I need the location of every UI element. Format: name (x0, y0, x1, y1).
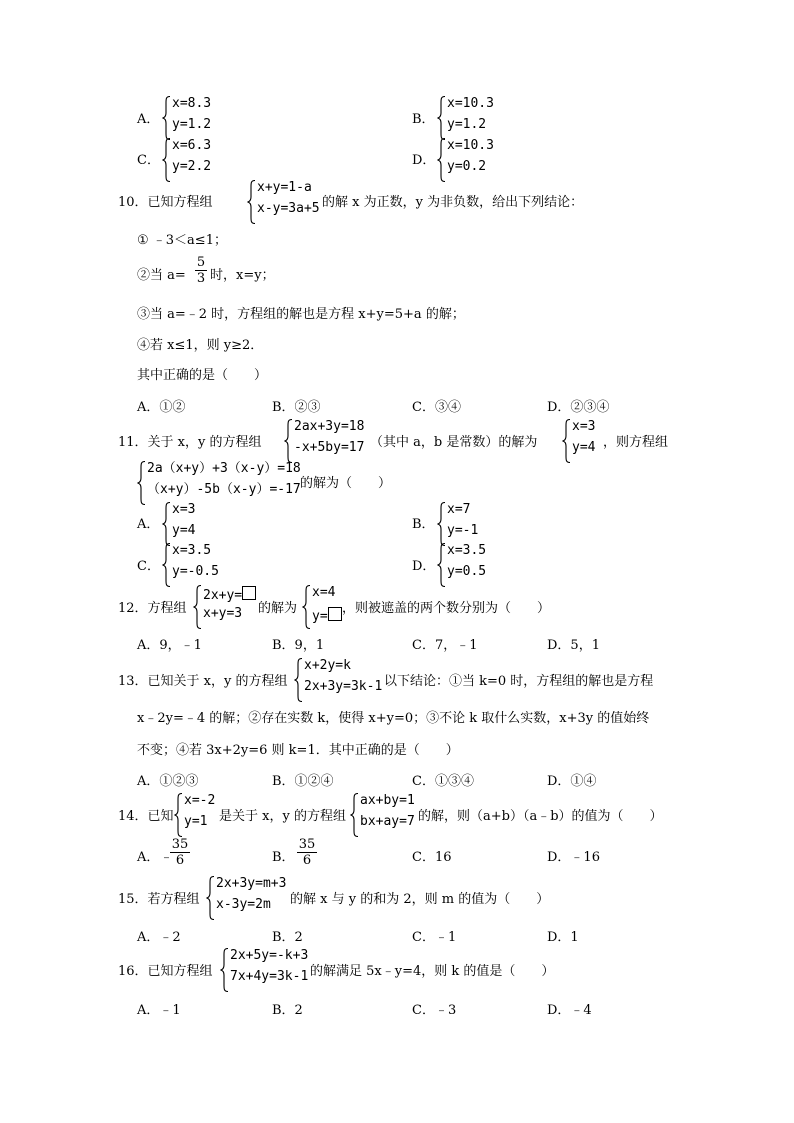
equation-system (437, 502, 497, 546)
option-label: D． (412, 559, 436, 574)
brace-icon (206, 876, 215, 920)
question-stem: 13．已知关于 x，y 的方程组 (118, 674, 288, 689)
brace-icon (350, 793, 359, 837)
equation-system (162, 138, 232, 182)
option-label: B． (412, 517, 435, 532)
equation-system (302, 585, 347, 629)
question-stem: ，则被遮盖的两个数分别为（ ） (342, 601, 551, 616)
question-stem: 的解满足 5x﹣y=4，则 k 的值是（ ） (310, 964, 555, 979)
equation-line: y=-0.5 (172, 564, 219, 579)
equation-line: x=10.3 (447, 138, 494, 153)
brace-icon (193, 585, 202, 629)
equation-line: x=6.3 (172, 138, 212, 153)
brace-icon (437, 502, 446, 546)
equation-system (162, 96, 232, 140)
fraction (297, 837, 317, 868)
option-c: C．﹣1 (412, 930, 457, 945)
option-d: D．﹣16 (547, 850, 600, 865)
equation-system (437, 96, 507, 140)
option-b: B．2 (272, 930, 303, 945)
equation-line: ax+by=1 (360, 793, 415, 808)
option-label: B． (272, 850, 295, 865)
option-c: C．①③④ (412, 774, 474, 789)
question-stem: （其中 a，b 是常数）的解为 (370, 435, 538, 450)
equation-line: y=4 (172, 523, 196, 538)
equation-system (284, 419, 369, 463)
brace-icon (284, 419, 293, 463)
option-a: A．9，﹣1 (137, 638, 202, 653)
option-label: A． (137, 517, 160, 532)
equation-line: x+2y=k (304, 658, 351, 673)
option-c: C．③④ (412, 400, 461, 415)
brace-icon (220, 948, 229, 992)
equation-system (220, 948, 312, 992)
option-d: D．1 (547, 930, 579, 945)
equation-line: x+y=1-a (257, 180, 312, 195)
equation-line: x=4 (312, 585, 336, 600)
equation-line: bx+ay=7 (360, 814, 415, 829)
brace-icon (162, 543, 171, 587)
option-d: D．﹣4 (547, 1003, 592, 1018)
numerator: 5 (196, 255, 206, 270)
covered-box-icon (328, 607, 342, 621)
equation-line: （x+y）-5b（x-y）=-17 (147, 482, 301, 497)
equation-line: 2a（x+y）+3（x-y）=18 (147, 461, 301, 476)
statement-1: ① ﹣3＜a≤1； (137, 233, 227, 248)
numerator: 35 (171, 837, 189, 852)
equation-line: y=1.2 (172, 117, 212, 132)
brace-icon (562, 419, 571, 463)
brace-icon (162, 502, 171, 546)
question-stem: 是关于 x，y 的方程组 (219, 809, 346, 824)
equation-line: y=2.2 (172, 159, 212, 174)
equation-line: x=8.3 (172, 96, 212, 111)
equation-line: x=3.5 (447, 543, 487, 558)
option-b: B．②③ (272, 400, 321, 415)
question-stem: 14．已知 (118, 809, 174, 824)
option-c: C．16 (412, 850, 452, 865)
equation-system (137, 461, 302, 505)
equation-line: -x+5by=17 (294, 440, 365, 455)
brace-icon (162, 138, 171, 182)
option-label: A． (137, 850, 160, 865)
equation-line: x=10.3 (447, 96, 494, 111)
equation-system (247, 180, 320, 224)
equation-line: x=3.5 (172, 543, 212, 558)
fraction (170, 837, 190, 868)
equation-line: y=0.5 (447, 564, 487, 579)
equation-line: y=1.2 (447, 117, 487, 132)
equation-system (206, 876, 291, 920)
sign: ﹣ (160, 850, 174, 865)
question-stem: 16．已知方程组 (118, 964, 213, 979)
option-a: A．﹣2 (137, 930, 181, 945)
question-stem: 的解 x 与 y 的和为 2，则 m 的值为（ ） (290, 892, 550, 907)
option-label: B． (412, 112, 435, 127)
equation-system (437, 543, 507, 587)
option-label: C． (137, 559, 160, 574)
brace-icon (437, 543, 446, 587)
question-stem: 的解，则（a+b）（a﹣b）的值为（ ） (418, 809, 663, 824)
option-b: B．①②④ (272, 774, 334, 789)
denominator: 3 (196, 271, 206, 286)
option-d: D．5，1 (547, 638, 600, 653)
equation-line: y=1 (184, 814, 208, 829)
equation-line: 2ax+3y=18 (294, 419, 365, 434)
question-stem: 11．关于 x，y 的方程组 (118, 435, 262, 450)
option-a: A．﹣1 (137, 1003, 181, 1018)
option-b: B．2 (272, 1003, 303, 1018)
question-ask: 的解为（ ） (300, 476, 392, 491)
brace-icon (137, 461, 146, 505)
equation-line: x-3y=2m (216, 897, 271, 912)
numerator: 35 (298, 837, 316, 852)
denominator: 6 (175, 853, 185, 868)
question-stem: 15．若方程组 (118, 892, 200, 907)
covered-box-icon (242, 586, 256, 600)
question-stem: 12．方程组 (118, 601, 187, 616)
question-stem: 的解为 (258, 601, 298, 616)
brace-icon (437, 138, 446, 182)
brace-icon (247, 180, 256, 224)
equation-system (294, 658, 386, 702)
option-d: D．②③④ (547, 400, 610, 415)
option-label: A． (137, 112, 160, 127)
equation-line: x-y=3a+5 (257, 201, 320, 216)
option-d: D．①④ (547, 774, 597, 789)
equation-system (350, 793, 422, 837)
option-label: C． (137, 153, 160, 168)
equation-line: x=-2 (184, 793, 216, 808)
option-c: C．7，﹣1 (412, 638, 478, 653)
equation-system (193, 585, 258, 629)
statement-3: ③当 a=﹣2 时，方程组的解也是方程 x+y=5+a 的解； (137, 307, 465, 322)
brace-icon (162, 96, 171, 140)
option-a: A．①②③ (137, 774, 199, 789)
equation-line: 2x+5y=-k+3 (230, 948, 309, 963)
question-stem: 不变；④若 3x+2y=6 则 k=1．其中正确的是（ ） (137, 743, 459, 758)
question-stem: x﹣2y=﹣4 的解；②存在实数 k，使得 x+y=0；③不论 k 取什么实数，x+3y 的值始终 (137, 711, 650, 726)
question-stem: 10．已知方程组 (118, 195, 213, 210)
option-a: A．①② (137, 400, 186, 415)
question-stem: ，则方程组 (603, 435, 669, 450)
brace-icon (302, 585, 311, 629)
equation-system (437, 138, 507, 182)
equation-line: 2x+y= (203, 588, 243, 603)
equation-line: y= (312, 609, 328, 624)
equation-line: y=-1 (447, 523, 479, 538)
question-ask: 其中正确的是（ ） (137, 368, 268, 383)
option-c: C．﹣3 (412, 1003, 457, 1018)
statement-text: ②当 a= (137, 268, 186, 283)
brace-icon (437, 96, 446, 140)
fraction (195, 255, 207, 286)
option-b: B．9，1 (272, 638, 325, 653)
equation-system (174, 793, 224, 837)
brace-icon (174, 793, 183, 837)
equation-line: y=0.2 (447, 159, 487, 174)
option-label: D． (412, 153, 436, 168)
equation-line: y=4 (572, 440, 596, 455)
equation-line: x+y=3 (203, 606, 243, 621)
equation-system (162, 543, 232, 587)
statement-text: 时，x=y； (210, 268, 275, 283)
equation-line: x=3 (572, 419, 596, 434)
equation-line: x=7 (447, 502, 471, 517)
equation-line: x=3 (172, 502, 196, 517)
question-stem: 以下结论：①当 k=0 时，方程组的解也是方程 (384, 674, 654, 689)
equation-line: 2x+3y=m+3 (216, 876, 287, 891)
equation-system (162, 502, 222, 546)
statement-4: ④若 x≤1，则 y≥2． (137, 338, 264, 353)
equation-line: 2x+3y=3k-1 (304, 679, 383, 694)
brace-icon (294, 658, 303, 702)
equation-system (562, 419, 602, 463)
question-stem: 的解 x 为正数，y 为非负数，给出下列结论： (322, 195, 584, 210)
denominator: 6 (302, 853, 312, 868)
equation-line: 7x+4y=3k-1 (230, 969, 309, 984)
